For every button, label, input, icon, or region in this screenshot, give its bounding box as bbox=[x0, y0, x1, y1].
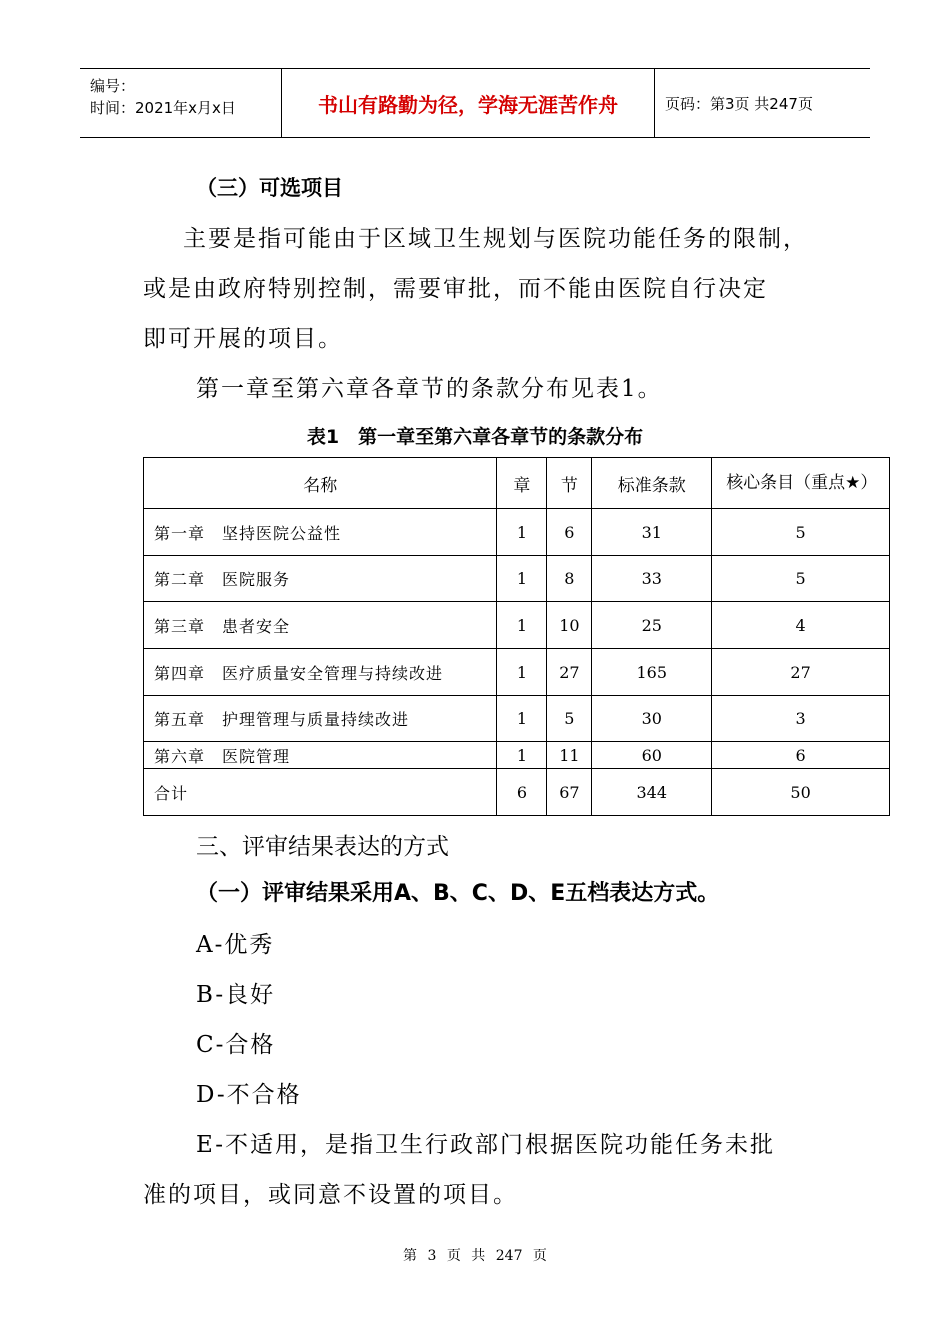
header-section: 节 bbox=[547, 458, 592, 509]
cell-name: 第五章 护理管理与质量持续改进 bbox=[144, 696, 497, 742]
cell-name: 第二章 医院服务 bbox=[144, 556, 497, 602]
table-row bbox=[144, 602, 890, 649]
cell-chapter: 1 bbox=[497, 556, 547, 602]
cell-section: 10 bbox=[547, 602, 592, 649]
header-meta bbox=[80, 69, 282, 137]
cell-standard: 344 bbox=[592, 769, 712, 816]
section-heading-optional: （三）可选项目 bbox=[196, 176, 343, 200]
cell-name: 第一章 坚持医院公益性 bbox=[144, 509, 497, 556]
clause-distribution-table bbox=[143, 457, 890, 816]
cell-section: 67 bbox=[547, 769, 592, 816]
table-reference: 第一章至第六章各章节的条款分布见表1。 bbox=[196, 376, 663, 402]
cell-name: 第三章 患者安全 bbox=[144, 602, 497, 649]
cell-standard: 30 bbox=[592, 696, 712, 742]
paragraph-line-3: 即可开展的项目。 bbox=[143, 326, 343, 352]
cell-section: 11 bbox=[547, 742, 592, 769]
table-row bbox=[144, 649, 890, 696]
cell-core: 5 bbox=[712, 556, 890, 602]
grade-e-line-2: 准的项目，或同意不设置的项目。 bbox=[143, 1182, 518, 1208]
table-row bbox=[144, 556, 890, 602]
page-footer: 第 3 页 共 247 页 bbox=[403, 1248, 547, 1264]
cell-chapter: 1 bbox=[497, 509, 547, 556]
cell-core: 3 bbox=[712, 696, 890, 742]
cell-standard: 165 bbox=[592, 649, 712, 696]
cell-core: 6 bbox=[712, 742, 890, 769]
section-heading-results: 三、评审结果表达的方式 bbox=[196, 834, 449, 860]
cell-section: 6 bbox=[547, 509, 592, 556]
cell-core: 5 bbox=[712, 509, 890, 556]
paragraph-line-2: 或是由政府特别控制，需要审批，而不能由医院自行决定 bbox=[143, 276, 768, 302]
header-page-info: 页码：第3页 共247页 bbox=[665, 94, 813, 113]
cell-chapter: 6 bbox=[497, 769, 547, 816]
cell-name: 第六章 医院管理 bbox=[144, 742, 497, 769]
cell-core: 27 bbox=[712, 649, 890, 696]
grade-a: A-优秀 bbox=[196, 932, 275, 958]
table-caption: 表1 第一章至第六章各章节的条款分布 bbox=[306, 426, 644, 448]
cell-name: 第四章 医疗质量安全管理与持续改进 bbox=[144, 649, 497, 696]
table-row bbox=[144, 742, 890, 769]
cell-core: 50 bbox=[712, 769, 890, 816]
table-row bbox=[144, 509, 890, 556]
cell-name: 合计 bbox=[144, 769, 497, 816]
grade-d: D-不合格 bbox=[196, 1082, 302, 1108]
header-motto: 书山有路勤为径，学海无涯苦作舟 bbox=[282, 69, 655, 137]
cell-standard: 25 bbox=[592, 602, 712, 649]
cell-section: 8 bbox=[547, 556, 592, 602]
cell-chapter: 1 bbox=[497, 742, 547, 769]
table-row bbox=[144, 696, 890, 742]
grade-b: B-良好 bbox=[196, 982, 276, 1008]
subheading-grades: （一）评审结果采用A、B、C、D、E五档表达方式。 bbox=[196, 881, 720, 906]
cell-standard: 60 bbox=[592, 742, 712, 769]
paragraph-line-1: 主要是指可能由于区域卫生规划与医院功能任务的限制， bbox=[183, 226, 808, 252]
header-name: 名称 bbox=[144, 458, 497, 509]
table-header-row bbox=[144, 458, 890, 509]
grade-c: C-合格 bbox=[196, 1032, 276, 1058]
page-header bbox=[80, 68, 870, 138]
header-standard-clauses: 标准条款 bbox=[592, 458, 712, 509]
cell-core: 4 bbox=[712, 602, 890, 649]
cell-section: 27 bbox=[547, 649, 592, 696]
date-label: 时间：2021年x月x日 bbox=[90, 99, 236, 117]
cell-standard: 33 bbox=[592, 556, 712, 602]
cell-chapter: 1 bbox=[497, 696, 547, 742]
header-chapter: 章 bbox=[497, 458, 547, 509]
number-label: 编号： bbox=[90, 77, 136, 95]
grade-e-line-1: E-不适用，是指卫生行政部门根据医院功能任务未批 bbox=[196, 1132, 775, 1158]
cell-section: 5 bbox=[547, 696, 592, 742]
cell-chapter: 1 bbox=[497, 602, 547, 649]
table-total-row bbox=[144, 769, 890, 816]
cell-chapter: 1 bbox=[497, 649, 547, 696]
header-core-items: 核心条目（重点★） bbox=[712, 458, 890, 509]
cell-standard: 31 bbox=[592, 509, 712, 556]
